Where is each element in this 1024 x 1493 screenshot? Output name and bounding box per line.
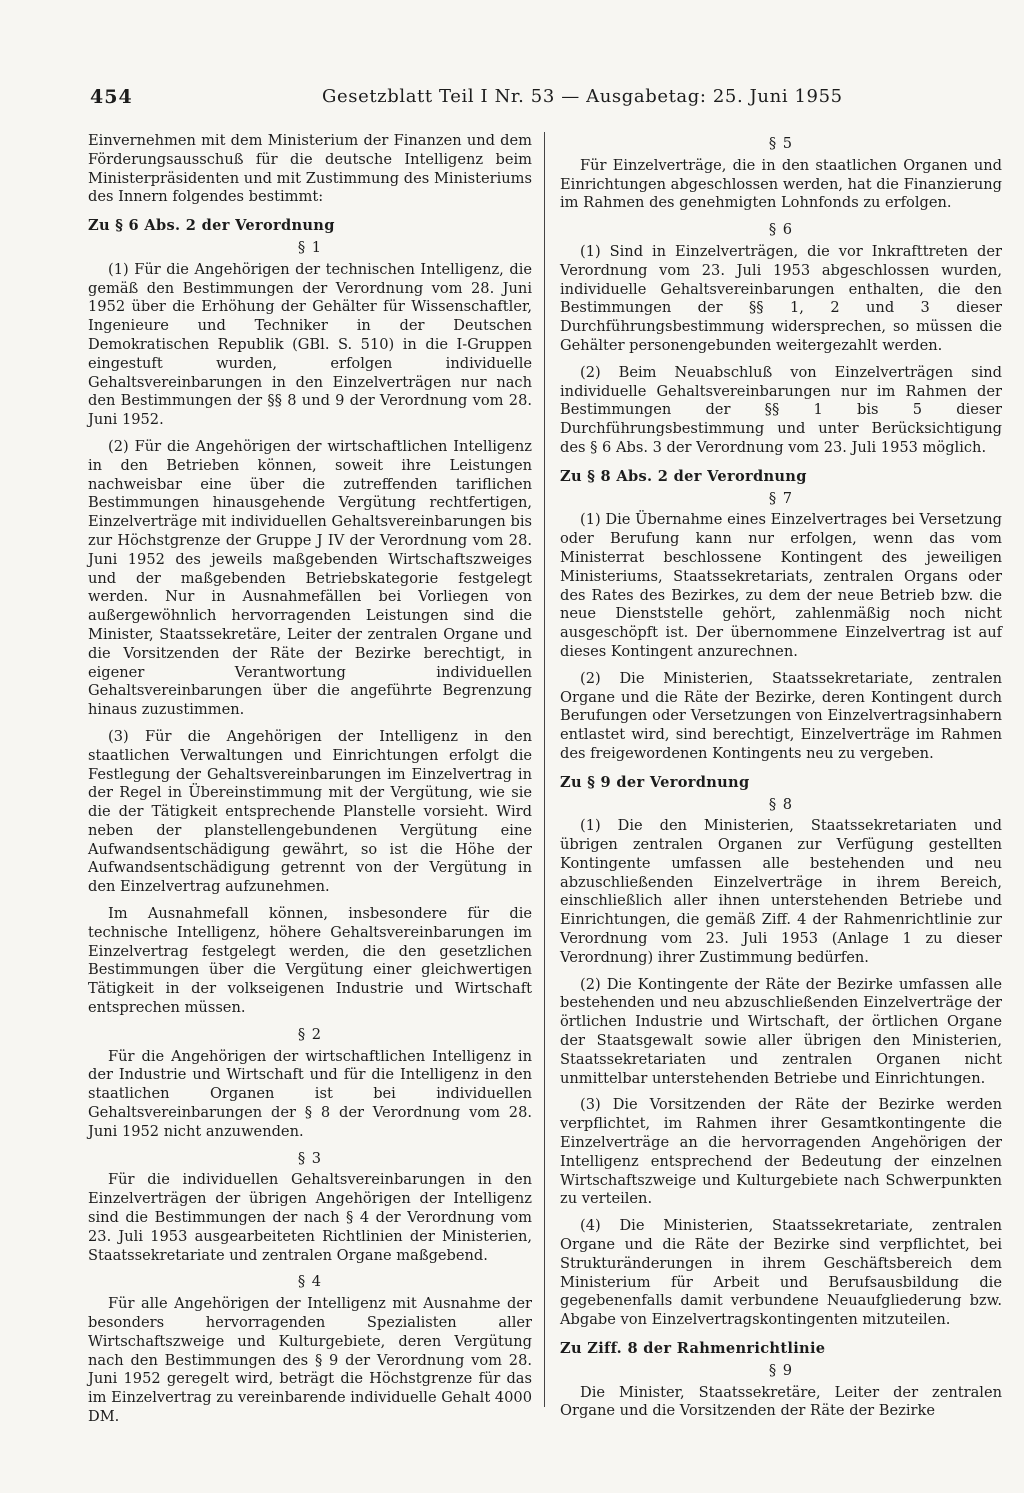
section-8-para-4: (4) Die Ministerien, Staatssekretariate, zentralen Organe und die Räte der Bezirke sind verpflichtet, bei Strukturänderungen in ihrem Geschäftsbereich dem Ministerium für Arbeit und Berufsausbildung die gegebenenfalls damit verbundene Neuaufgliederung bzw. Abgabe von Einzelvertragskontingenten mitzuteilen.	[560, 1217, 1002, 1329]
section-4-label: § 4	[297, 1273, 323, 1291]
section-3-label: § 3	[297, 1149, 323, 1167]
section-4-para-1: Für alle Angehörigen der Intelligenz mit Ausnahme der besonders hervorragenden Spezialisten aller Wirtschaftszweige und Kulturgebiete, deren Vergütung nach den Bestimmungen des § 9 der Verordnung vom 28. Juni 1952 geregelt wird, beträgt die Höchstgrenze für das im Einzelvertrag zu vereinbarende individuelle Gehalt 4000 DM.	[88, 1295, 532, 1425]
intro-paragraph: Einvernehmen mit dem Ministerium der Finanzen und dem Förderungsausschuß für die deutsche Intelligenz beim Ministerpräsidenten und mit Zustimmung des Ministeriums des Innern folgendes bestimmt:	[88, 132, 532, 206]
section-3-para-1: Für die individuellen Gehaltsvereinbarungen in den Einzelverträgen der übrigen Angehörigen der Intelligenz sind die Bestimmungen der nach § 4 der Verordnung vom 23. Juli 1953 ausgearbeiteten Richtlinien der Ministerien, Staatssekretariate und zentralen Organe maßgebend.	[88, 1171, 532, 1264]
column-divider	[544, 132, 545, 1407]
section-8-para-1: (1) Die den Ministerien, Staatssekretariaten und übrigen zentralen Organen zur Verfügung gestellten Kontingente umfassen alle bestehenden und neu abzuschließenden Einzelverträge in ihrem Bereich, einschließlich aller ihnen unterstehenden Betriebe und Einrichtungen, die gemäß Ziff. 4 der Rahmenrichtlinie zur Verordnung vom 23. Juli 1953 (Anlage 1 zu dieser Verordnung) ihrer Zustimmung bedürfen.	[560, 817, 1002, 966]
section-9-label: § 9	[768, 1361, 794, 1379]
section-1-para-1: (1) Für die Angehörigen der technischen Intelligenz, die gemäß den Bestimmungen der Verordnung vom 28. Juni 1952 über die Erhöhung der Gehälter für Wissenschaftler, Ingenieure und Techniker in der Deutschen Demokratischen Republik (GBl. S. 510) in die I-Gruppen eingestuft wurden, erfolgen individuelle Gehaltsvereinbarungen in den Einzelverträgen nur nach den Bestimmungen der §§ 8 und 9 der Verordnung vom 28. Juni 1952.	[88, 260, 532, 429]
section-8-para-2: (2) Die Kontingente der Räte der Bezirke umfassen alle bestehenden und neu abzuschließenden Einzelverträge der örtlichen Industrie und Wirtschaft, der örtlichen Organe der Staatsgewalt sowie aller übrigen den Ministerien, Staatssekretariaten und zentralen Organen nicht unmittelbar unterstehenden Betriebe und Einrichtungen.	[560, 975, 1002, 1087]
section-2-para-1: Für die Angehörigen der wirtschaftlichen Intelligenz in der Industrie und Wirtschaft und für die Intelligenz in den staatlichen Organen ist bei individuellen Gehaltsvereinbarungen der § 8 der Verordnung vom 28. Juni 1952 nicht anzuwenden.	[88, 1047, 532, 1140]
section-1-para-3: (3) Für die Angehörigen der Intelligenz in den staatlichen Verwaltungen und Einrichtungen erfolgt die Festlegung der Gehaltsvereinbarungen im Einzelvertrag in der Regel in Übereinstimmung mit der Vergütung, wie sie die der Tätigkeit entsprechende Planstelle vorsieht. Wird neben der planstellengebundenen Vergütung eine Aufwandsentschädigung gewährt, so ist die Höhe der Aufwandsentschädigung getrennt von der Vergütung in den Einzelvertrag aufzunehmen.	[88, 727, 532, 896]
heading-zu-8: Zu § 8 Abs. 2 der Verordnung	[560, 467, 807, 485]
gazette-title: Gesetzblatt Teil I Nr. 53 — Ausgabetag: 25. Juni 1955	[322, 86, 843, 107]
heading-zu-ziff-8: Zu Ziff. 8 der Rahmenrichtlinie	[560, 1340, 826, 1358]
section-8-label: § 8	[768, 795, 794, 813]
page-number: 454	[90, 86, 133, 108]
left-column	[88, 132, 532, 1435]
section-6-label: § 6	[768, 221, 794, 239]
section-1-para-4: Im Ausnahmefall können, insbesondere für die technische Intelligenz, höhere Gehaltsvereinbarungen im Einzelvertrag festgelegt werden, die den gesetzlichen Bestimmungen über die Vergütung einer gleichwertigen Tätigkeit in der volkseigenen Industrie und Wirtschaft entsprechen müssen.	[88, 905, 532, 1017]
section-9-para-1: Die Minister, Staatssekretäre, Leiter der zentralen Organe und die Vorsitzenden der Räte der Bezirke	[560, 1383, 1002, 1420]
section-5-label: § 5	[768, 135, 794, 152]
section-7-para-1: (1) Die Übernahme eines Einzelvertrages bei Versetzung oder Berufung kann nur erfolgen, wenn das vom Ministerrat beschlossene Kontingent des jeweiligen Ministeriums, Staatssekretariats, zentralen Organs oder des Rates des Bezirkes, zu dem der neue Betrieb bzw. die neue Dienststelle gehört, zahlenmäßig noch nicht ausgeschöpft ist. Der übernommene Einzelvertrag ist auf dieses Kontingent anzurechnen.	[560, 511, 1002, 660]
right-column	[560, 132, 1002, 1429]
section-5-para-1: Für Einzelverträge, die in den staatlichen Organen und Einrichtungen abgeschlossen werden, hat die Finanzierung im Rahmen des genehmigten Lohnfonds zu erfolgen.	[560, 156, 1002, 212]
section-6-para-2: (2) Beim Neuabschluß von Einzelverträgen sind individuelle Gehaltsvereinbarungen nur im Rahmen der Bestimmungen der §§ 1 bis 5 dieser Durchführungsbestimmung und unter Berücksichtigung des § 6 Abs. 3 der Verordnung vom 23. Juli 1953 möglich.	[560, 363, 1002, 456]
section-1-para-2: (2) Für die Angehörigen der wirtschaftlichen Intelligenz in den Betrieben können, soweit ihre Leistungen nachweisbar eine über die zutreffenden tariflichen Bestimmungen hinausgehende Vergütung rechtfertigen, Einzelverträge mit individuellen Gehaltsvereinbarungen bis zur Höchstgrenze der Gruppe J IV der Verordnung vom 28. Juni 1952 des jeweils maßgebenden Wirtschaftszweiges und der maßgebenden Betriebskategorie festgelegt werden. Nur in Ausnahmefällen bei Vorliegen von außergewöhnlich hervorragenden Leistungen sind die Minister, Staatssekretäre, Leiter der zentralen Organe und die Vorsitzenden der Räte der Bezirke berechtigt, in eigener Verantwortung individuellen Gehaltsvereinbarungen über die angeführte Begrenzung hinaus zuzustimmen.	[88, 437, 532, 719]
page-header	[90, 86, 940, 116]
heading-zu-9: Zu § 9 der Verordnung	[560, 773, 750, 791]
heading-zu-6: Zu § 6 Abs. 2 der Verordnung	[88, 217, 335, 235]
section-8-para-3: (3) Die Vorsitzenden der Räte der Bezirke werden verpflichtet, im Rahmen ihrer Gesamtkontingente die Einzelverträge an die hervorragenden Angehörigen der Intelligenz entsprechend der Bedeutung der einzelnen Wirtschaftszweige und Kulturgebiete nach Schwerpunkten zu verteilen.	[560, 1096, 1002, 1208]
section-1-label: § 1	[297, 238, 323, 256]
section-6-para-1: (1) Sind in Einzelverträgen, die vor Inkrafttreten der Verordnung vom 23. Juli 1953 abgeschlossen wurden, individuelle Gehaltsvereinbarungen enthalten, die den Bestimmungen der §§ 1, 2 und 3 dieser Durchführungsbestimmung widersprechen, so müssen die Gehälter personengebunden weitergezahlt werden.	[560, 242, 1002, 354]
section-2-label: § 2	[297, 1025, 323, 1043]
section-7-label: § 7	[768, 489, 794, 507]
section-7-para-2: (2) Die Ministerien, Staatssekretariate, zentralen Organe und die Räte der Bezirke, deren Kontingent durch Berufungen oder Versetzungen von Einzelvertragsinhabern entlastet wird, sind berechtigt, Einzelverträge im Rahmen des freigewordenen Kontingents neu zu vergeben.	[560, 669, 1002, 762]
